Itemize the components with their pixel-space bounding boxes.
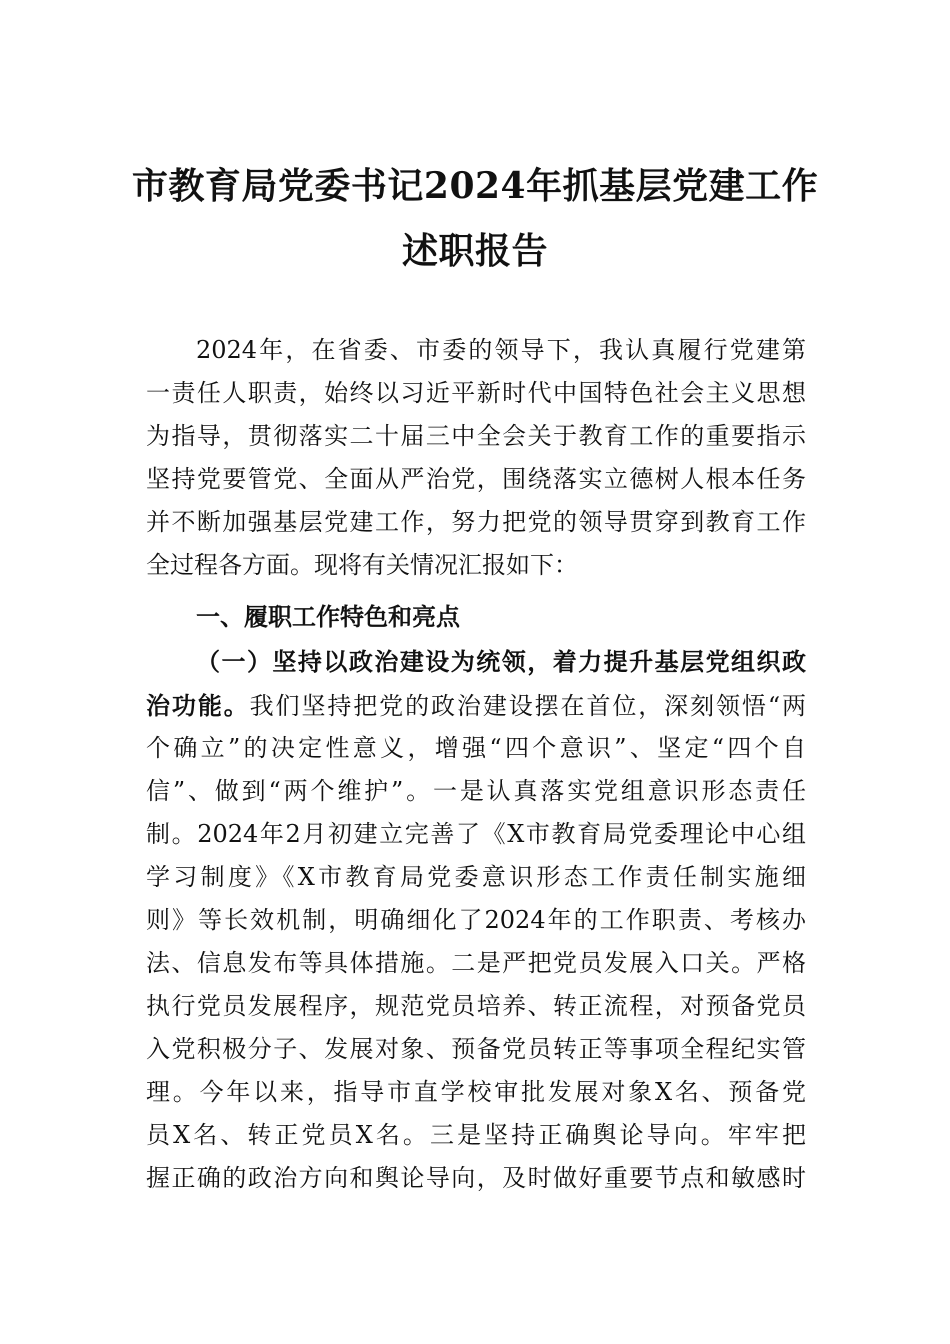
subsection-1-heading-part-1: （一）坚持以政治建设为统领，着力提升基层党组织政 [196, 647, 806, 676]
intro-line-2: 一责任人职责，始终以习近平新时代中国特色社会主义思想 [146, 379, 806, 407]
intro-line-3: 为指导，贯彻落实二十届三中全会关于教育工作的重要指示 [146, 422, 806, 450]
subsection-1-line: 学习制度》《X市教育局党委意识形态工作责任制实施细 [146, 863, 806, 891]
subsection-1-line: 制。2024年2月初建立完善了《X市教育局党委理论中心组 [146, 820, 806, 848]
subsection-1-line: 员X名、转正党员X名。三是坚持正确舆论导向。牢牢把 [146, 1121, 806, 1149]
intro-line-4: 坚持党要管党、全面从严治党，围绕落实立德树人根本任务 [146, 465, 806, 493]
document-title-line-1: 市教育局党委书记2024年抓基层党建工作 [131, 165, 819, 207]
subsection-1-line: 执行党员发展程序，规范党员培养、转正流程，对预备党员 [146, 992, 806, 1020]
subsection-1-line: 法、信息发布等具体措施。二是严把党员发展入口关。严格 [146, 949, 806, 977]
intro-line-6: 全过程各方面。现将有关情况汇报如下： [146, 551, 578, 579]
intro-line-5: 并不断加强基层党建工作，努力把党的领导贯穿到教育工作 [146, 508, 806, 536]
subsection-1-line: 则》等长效机制，明确细化了2024年的工作职责、考核办 [146, 906, 806, 934]
document-title-line-2: 述职报告 [401, 230, 548, 272]
subsection-1-line: 握正确的政治方向和舆论导向，及时做好重要节点和敏感时 [146, 1164, 806, 1192]
subsection-1-line: 信”、做到“两个维护”。一是认真落实党组意识形态责任 [146, 777, 806, 805]
subsection-1-line: 入党积极分子、发展对象、预备党员转正等事项全程纪实管 [146, 1035, 806, 1063]
section-heading-1: 一、履职工作特色和亮点 [196, 602, 460, 631]
subsection-1-heading-part-2: 治功能。 [146, 691, 250, 720]
intro-line-1: 2024年，在省委、市委的领导下，我认真履行党建第 [196, 336, 806, 364]
subsection-1-line-2 [146, 684, 806, 729]
subsection-1-line: 理。今年以来，指导市直学校审批发展对象X名、预备党 [146, 1078, 806, 1106]
subsection-1-line: 个确立”的决定性意义，增强“四个意识”、坚定“四个自 [146, 734, 806, 762]
subsection-1-line-2-text: 我们坚持把党的政治建设摆在首位，深刻领悟“两 [249, 692, 806, 720]
